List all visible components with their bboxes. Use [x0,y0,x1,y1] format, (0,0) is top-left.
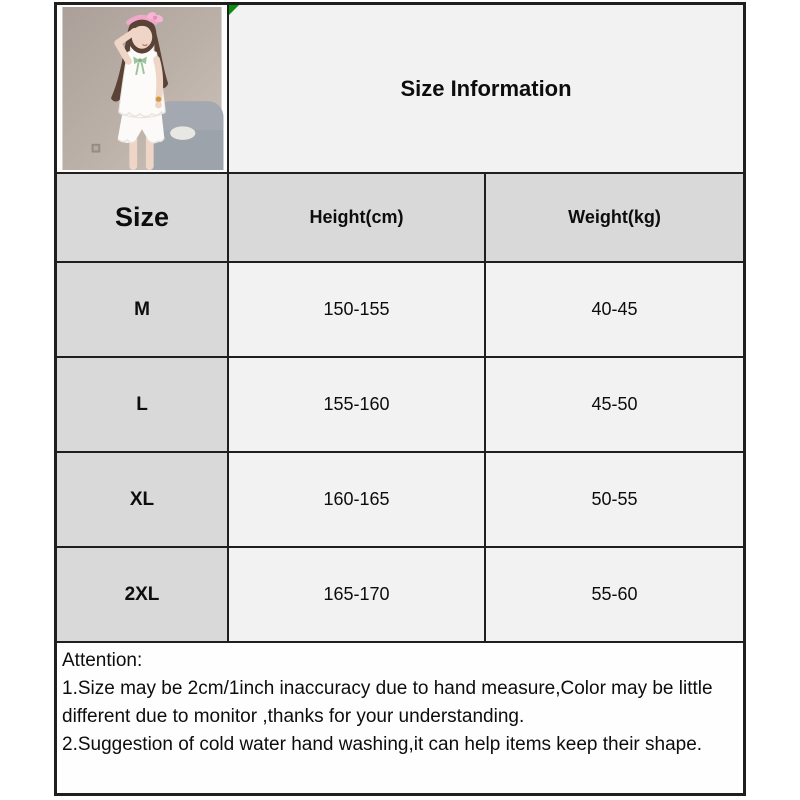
size-information-title-cell [229,5,743,174]
row-m-weight-value: 40-45 [486,263,743,358]
column-header-weight: Weight(kg) [486,174,743,263]
row-xl-size-label: XL [57,453,229,548]
row-2xl-weight-value: 55-60 [486,548,743,643]
row-m-size-label: M [57,263,229,358]
column-header-height: Height(cm) [229,174,486,263]
row-m-height-value: 150-155 [229,263,486,358]
product-photo [60,7,224,170]
row-xl-height-value: 160-165 [229,453,486,548]
row-2xl-height-value: 165-170 [229,548,486,643]
row-xl-weight-value: 50-55 [486,453,743,548]
row-l-size-label: L [57,358,229,453]
attention-line-2: 2.Suggestion of cold water hand washing,it can help items keep their shape. [62,734,703,755]
row-2xl-size-label: 2XL [57,548,229,643]
row-l-height-value: 155-160 [229,358,486,453]
attention-note [57,643,743,793]
size-information-table [54,2,746,796]
column-header-size: Size [57,174,229,263]
row-l-weight-value: 45-50 [486,358,743,453]
product-photo-cell [57,5,229,174]
attention-line-1: 1.Size may be 2cm/1inch inaccuracy due to hand measure,Color may be little different due to monitor ,thanks for your understanding. [62,678,713,727]
attention-label: Attention: [62,650,143,671]
cell-comment-marker-icon [229,5,239,15]
page-title: Size Information [400,75,572,101]
